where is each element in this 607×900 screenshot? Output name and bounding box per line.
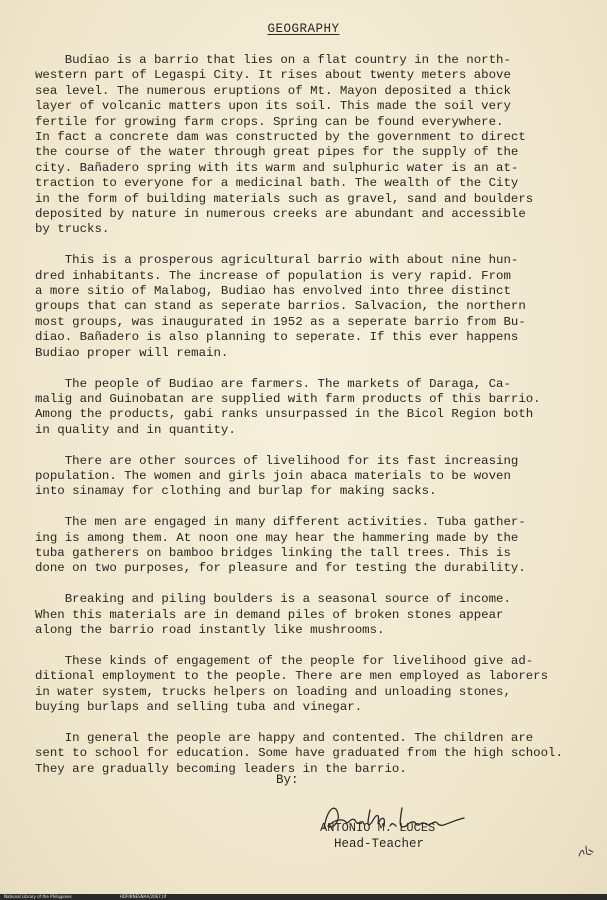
by-label: By: bbox=[276, 773, 299, 787]
signer-title: Head-Teacher bbox=[334, 837, 425, 851]
paragraph-5: The men are engaged in many different activities. Tuba gather- ing is among them. At noon one may hear the hammering made by the tuba gatherers on bamboo bridges linking the tall trees. This is done on two purposes, for pleasure and for testing the durability. bbox=[35, 515, 526, 576]
paragraph-7: These kinds of engagement of the people for livelihood give ad- ditional employment to the people. There are men employed as laborers in water system, trucks helpers on loading and unloading stones, buying burlaps and selling tuba and vinegar. bbox=[35, 653, 549, 714]
footer-file-id: HDP/BNESNAA/2067.tif bbox=[120, 894, 167, 899]
footer-library-name: National Library of the Philippines bbox=[4, 894, 72, 899]
paragraph-6: Breaking and piling boulders is a seasonal source of income. When this materials are in demand piles of broken stones appear along the barrio road instantly like mushrooms. bbox=[35, 592, 511, 637]
paragraph-1: Budiao is a barrio that lies on a flat country in the north- western part of Legaspi City. It rises about twenty meters above sea level. The numerous eruptions of Mt. Mayon deposited a thick layer of volcanic matters upon its soil. This made the soil very fertile for growing farm crops. Spring can be found everywhere. In fact a concrete dam was constructed by the government to direct the course of the water through great pipes for the supply of the city. Bañadero spring with its warm and sulphuric water is an at- traction to everyone for a medicinal bath. The wealth of the City in the form of building materials such as gravel, sand and boulders deposited by nature in numerous creeks are abundant and accessible by trucks. bbox=[35, 53, 534, 237]
document-body bbox=[35, 53, 575, 792]
paragraph-4: There are other sources of livelihood for its fast increasing population. The women and girls join abaca materials to be woven into sinamay for clothing and burlap for making sacks. bbox=[35, 453, 519, 499]
paragraph-2: This is a prosperous agricultural barrio with about nine hun- dred inhabitants. The increase of population is very rapid. From a more sitio of Malabog, Budiao has envolved into three distinct groups that can stand as seperate barrios. Salvacion, the northern most groups, was inaugurated in 1952 as a seperate barrio from Bu- diao. Bañadero is also planning to seperate. If this ever happens Budiao proper will remain. bbox=[35, 253, 526, 360]
archive-footer-bar bbox=[0, 894, 607, 900]
signer-name: ANTONIO M. LUCES bbox=[320, 821, 436, 835]
page-title: GEOGRAPHY bbox=[267, 22, 340, 36]
paragraph-3: The people of Budiao are farmers. The markets of Daraga, Ca- malig and Guinobatan are supplied with farm products of this barrio. Among the products, gabi ranks unsurpassed in the Bicol Region both in quality and in quantity. bbox=[35, 376, 541, 437]
paragraph-8: In general the people are happy and contented. The children are sent to school for education. Some have graduated from the high school. They are gradually becoming leaders in the barrio. bbox=[35, 730, 563, 776]
handwritten-mark-icon bbox=[575, 842, 595, 860]
